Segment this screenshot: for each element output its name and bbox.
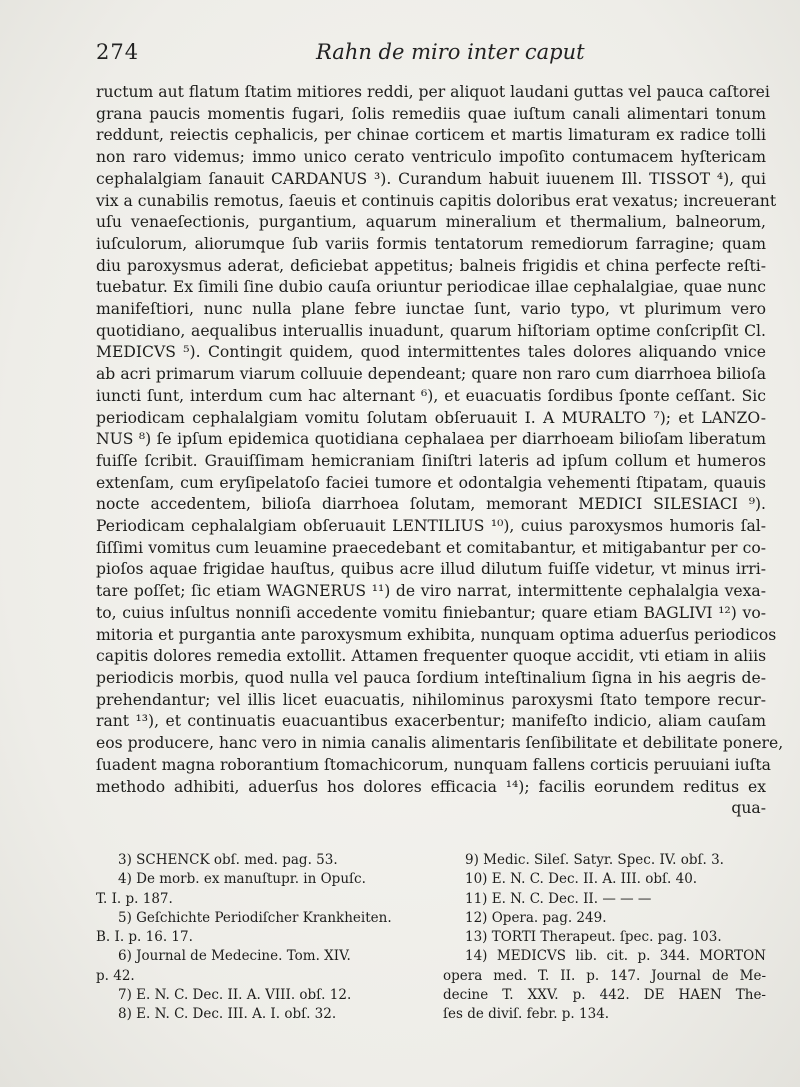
catchword: qua- [731, 799, 766, 818]
main-text [96, 82, 784, 820]
footnote-line: 11) E. N. C. Dec. II. — — — [465, 890, 652, 907]
text-line: mitoria et purgantia ante paroxysmum exhibita, nunquam optima aduerſus periodicos [96, 625, 777, 644]
text-line: Periodicam cephalalgiam obſeruauit LENTILIUS ¹⁰), cuius paroxysmos humoris ſal- [96, 517, 766, 536]
text-line: nocte accedentem, bilioſa diarrhoea ſolutam, memorant MEDICI SILESIACI ⁹). [96, 495, 766, 514]
footnote-line: 10) E. N. C. Dec. II. A. III. obſ. 40. [465, 871, 698, 888]
text-line: non raro videmus; immo unico cerato ventriculo impoſito contumacem hyſtericam [96, 148, 766, 167]
footnotes-right-column [443, 851, 766, 1025]
text-line: prehendantur; vel illis licet euacuatis, nihilominus paroxysmi ſtato tempore recur- [96, 690, 766, 709]
text-line: rant ¹³), et continuatis euacuantibus exacerbentur; manifeſto indicio, aliam cauſam [96, 712, 766, 731]
text-line: iuſculorum, aliorumque ſub variis formis tentatorum remediorum farragine; quam [96, 234, 766, 253]
text-line: methodo adhibiti, aduerſus hos dolores efficacia ¹⁴); facilis eorundem reditus ex [96, 777, 766, 796]
text-line: extenſam, cum eryſipelatoſo faciei tumore et odontalgia vehementi ſtipatam, quauis [96, 473, 766, 492]
text-line: fuiſſe ſcribit. Grauiſſimam hemicraniam ſiniſtri lateris ad ipſum collum et humeros [96, 451, 766, 470]
footnote-line: p. 42. [96, 967, 135, 984]
footnote-line: ſes de diviſ. febr. p. 134. [443, 1006, 610, 1023]
footnote-line: decine T. XXV. p. 442. DE HAEN The- [443, 987, 766, 1004]
text-line: reddunt, reiectis cephalicis, per chinae corticem et martis limaturam ex radice tolli [96, 126, 766, 145]
text-line: ſuadent magna roborantium ſtomachicorum, nunquam fallens corticis peruuiani iuſta [96, 755, 771, 774]
text-line: NUS ⁸) ſe ipſum epidemica quotidiana cephalaea per diarrhoeam bilioſam liberatum [96, 430, 766, 449]
text-line: grana paucis momentis fugari, ſolis remediis quae iuſtum canali alimentari tonum [96, 104, 766, 123]
footnote-line: opera med. T. II. p. 147. Journal de Me- [443, 967, 766, 984]
text-line: manifeſtiori, nunc nulla plane febre iunctae ſunt, vario typo, vt plurimum vero [96, 300, 766, 319]
footnote-line: 5) Geſchichte Periodiſcher Krankheiten. [118, 909, 392, 926]
text-line: uſu venaeſectionis, purgantium, aquarum mineralium et thermalium, balneorum, [96, 213, 766, 232]
footnote-line: 9) Medic. Sileſ. Satyr. Spec. IV. obſ. 3. [465, 852, 724, 868]
footnote-line: 13) TORTI Therapeut. ſpec. pag. 103. [465, 929, 722, 946]
footnote-line: 7) E. N. C. Dec. II. A. VIII. obſ. 12. [118, 987, 352, 1004]
footnote-line: 4) De morb. ex manuſtupr. in Opuſc. [118, 871, 366, 888]
text-line: ructum aut flatum ſtatim mitiores reddi, per aliquot laudani guttas vel pauca caſtorei [96, 83, 770, 101]
text-line: to, cuius inſultus nonniſi accedente vomitu finiebantur; quare etiam BAGLIVI ¹²) vo- [96, 603, 766, 622]
footnotes-left-column [96, 851, 421, 1025]
text-line: tare poſſet; ſic etiam WAGNERUS ¹¹) de viro narrat, intermittente cephalalgia vexa- [96, 582, 766, 601]
text-line: ab acri primarum viarum colluuie dependeant; quare non raro cum diarrhoea bilioſa [96, 365, 766, 384]
text-line: cephalalgiam ſanauit CARDANUS ³). Curandum habuit iuuenem Ill. TISSOT ⁴), qui [96, 169, 766, 188]
text-line: ſiſſimi vomitus cum leuamine praecedebant et comitabantur, et mitigabantur per co- [96, 538, 766, 557]
text-line: periodicis morbis, quod nulla vel pauca ſordium inteſtinalium ſigna in his aegris de- [96, 668, 766, 687]
footnote-line: 3) SCHENCK obſ. med. pag. 53. [118, 852, 338, 868]
page-number: 274 [96, 40, 140, 64]
text-line: quotidiano, aequalibus interuallis inuadunt, quarum hiſtoriam optime conſcripſit Cl. [96, 321, 766, 340]
footnote-line: 8) E. N. C. Dec. III. A. I. obſ. 32. [118, 1006, 337, 1023]
text-line: diu paroxysmus aderat, deficiebat appetitus; balneis frigidis et china perfecte reſti- [96, 256, 766, 275]
text-line: pioſos aquae frigidae hauſtus, quibus acre illud dilutum fuiſſe videtur, vt minus irri- [96, 560, 766, 579]
text-line: periodicam cephalalgiam vomitu ſolutam obſeruauit I. A MURALTO ⁷); et LANZO- [96, 408, 766, 427]
text-line: eos producere, hanc vero in nimia canalis alimentaris ſenſibilitate et debilitate ponere, [96, 734, 784, 753]
text-line: iuncti ſunt, interdum cum hac alternant ⁶), et euacuatis ſordibus ſponte ceſſant. Sic [96, 386, 766, 405]
footnote-line: T. I. p. 187. [96, 890, 173, 907]
text-line: tuebatur. Ex ſimili ſine dubio cauſa oriuntur periodicae illae cephalalgiae, quae nunc [96, 278, 766, 297]
footnote-line: 14) MEDICVS lib. cit. p. 344. MORTON [465, 948, 766, 965]
running-title: Rahn de miro inter caput [316, 40, 585, 64]
text-line: MEDICVS ⁵). Contingit quidem, quod intermittentes tales dolores aliquando vnice [96, 343, 766, 362]
footnote-line: 6) Journal de Medecine. Tom. XIV. [118, 948, 351, 965]
text-line: capitis dolores remedia extollit. Attamen frequenter quoque accidit, vti etiam in aliis [96, 647, 767, 666]
text-line: vix a cunabilis remotus, ſaeuis et continuis capitis doloribus erat vexatus; increuerant [96, 191, 777, 210]
page-header [96, 40, 766, 70]
footnote-line: 12) Opera. pag. 249. [465, 909, 607, 926]
footnote-line: B. I. p. 16. 17. [96, 929, 193, 946]
